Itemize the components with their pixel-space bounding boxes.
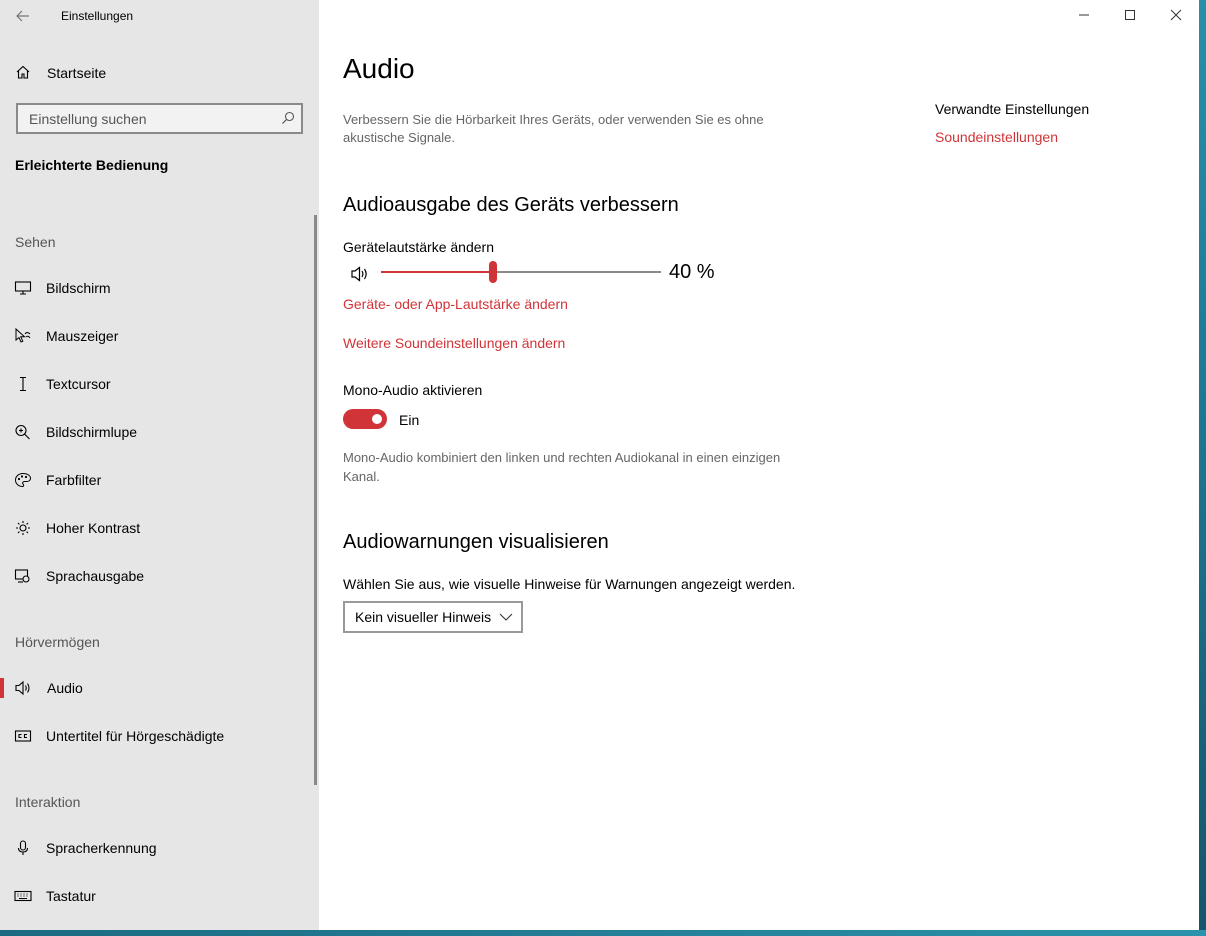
volume-slider-fill [381, 271, 493, 273]
close-button[interactable] [1153, 0, 1199, 30]
desktop-background [1199, 0, 1206, 936]
sidebar-item-label: Farbfilter [46, 472, 102, 488]
sidebar-scrollbar[interactable] [314, 215, 317, 785]
search-box[interactable] [16, 103, 303, 134]
toggle-knob [372, 414, 382, 424]
visual-alert-dropdown[interactable] [343, 601, 523, 633]
sidebar-item-untertitel[interactable] [0, 716, 312, 756]
sidebar-item-label: Tastatur [46, 888, 96, 904]
sidebar-item-spracherkennung[interactable] [0, 828, 312, 868]
back-button[interactable] [12, 4, 36, 28]
sidebar-item-label: Hoher Kontrast [46, 520, 141, 536]
mono-audio-state: Ein [399, 412, 420, 428]
sidebar-item-sprachausgabe[interactable] [0, 556, 312, 596]
minimize-icon [1078, 9, 1090, 21]
warnings-description: Wählen Sie aus, wie visuelle Hinweise für Warnungen angezeigt werden. [343, 576, 796, 592]
active-indicator [0, 678, 4, 698]
sidebar [0, 0, 319, 930]
page-title: Audio [343, 53, 415, 84]
home-label: Startseite [47, 65, 107, 81]
maximize-button[interactable] [1107, 0, 1153, 30]
speaker-icon [14, 680, 32, 696]
volume-speaker-icon [350, 265, 370, 283]
category-title: Erleichterte Bedienung [15, 157, 169, 173]
volume-value: 40 % [669, 261, 715, 283]
microphone-icon [14, 840, 32, 856]
sidebar-item-home[interactable] [0, 56, 319, 88]
mono-audio-description: Mono-Audio kombiniert den linken und rechten Audiokanal in einen einzigen Kanal. [343, 450, 781, 484]
sidebar-item-bildschirm[interactable] [0, 268, 312, 308]
back-arrow-icon [12, 4, 36, 28]
taskbar-edge [0, 930, 1206, 936]
dropdown-value: Kein visueller Hinweis [355, 609, 492, 625]
closed-captions-icon [14, 728, 32, 744]
sidebar-item-label: Sprachausgabe [46, 568, 145, 584]
volume-label: Gerätelautstärke ändern [343, 239, 494, 255]
maximize-icon [1124, 9, 1136, 21]
volume-slider[interactable] [381, 271, 661, 273]
section-heading-sehen: Sehen [15, 234, 56, 250]
sidebar-item-label: Textcursor [46, 376, 111, 392]
sidebar-item-bildschirmlupe[interactable] [0, 412, 312, 452]
related-settings-title: Verwandte Einstellungen [935, 101, 1090, 117]
sidebar-item-textcursor[interactable] [0, 364, 312, 404]
app-volume-link[interactable]: Geräte- oder App-Lautstärke ändern [343, 296, 568, 312]
main-content [319, 0, 1199, 930]
magnifier-icon [14, 424, 32, 440]
sound-settings-link[interactable]: Soundeinstellungen [935, 129, 1058, 145]
warnings-section-heading: Audiowarnungen visualisieren [343, 531, 609, 553]
mono-audio-toggle[interactable] [343, 409, 387, 429]
search-input[interactable] [27, 109, 271, 129]
brightness-icon [14, 520, 32, 536]
sidebar-item-mauszeiger[interactable] [0, 316, 312, 356]
chevron-down-icon [499, 612, 513, 622]
sidebar-item-label: Bildschirmlupe [46, 424, 138, 440]
mouse-pointer-icon [14, 328, 32, 344]
output-section-heading: Audioausgabe des Geräts verbessern [343, 194, 679, 216]
more-sound-settings-link[interactable]: Weitere Soundeinstellungen ändern [343, 335, 566, 351]
mono-audio-label: Mono-Audio aktivieren [343, 382, 483, 398]
keyboard-icon [14, 888, 32, 904]
narrator-icon [14, 568, 32, 584]
sidebar-item-hoher-kontrast[interactable] [0, 508, 312, 548]
search-icon[interactable] [281, 111, 295, 125]
minimize-button[interactable] [1061, 0, 1107, 30]
sidebar-item-label: Bildschirm [46, 280, 111, 296]
home-icon [15, 64, 31, 80]
sidebar-item-label: Mauszeiger [46, 328, 119, 344]
section-heading-hoervermoegen: Hörvermögen [15, 634, 100, 650]
sidebar-item-label: Untertitel für Hörgeschädigte [46, 728, 225, 744]
sidebar-item-label: Audio [47, 680, 83, 696]
section-heading-interaktion: Interaktion [15, 794, 81, 810]
palette-icon [14, 472, 32, 488]
sidebar-item-tastatur[interactable] [0, 876, 312, 916]
monitor-icon [14, 280, 32, 296]
page-description: Verbessern Sie die Hörbarkeit Ihres Geräts, oder verwenden Sie es ohne akustische Signale. [343, 112, 764, 145]
close-icon [1170, 9, 1182, 21]
sidebar-item-label: Spracherkennung [46, 840, 157, 856]
text-cursor-icon [14, 376, 32, 392]
sidebar-item-audio[interactable] [0, 668, 312, 708]
volume-slider-thumb[interactable] [489, 261, 497, 283]
sidebar-item-farbfilter[interactable] [0, 460, 312, 500]
window-title: Einstellungen [61, 9, 134, 23]
